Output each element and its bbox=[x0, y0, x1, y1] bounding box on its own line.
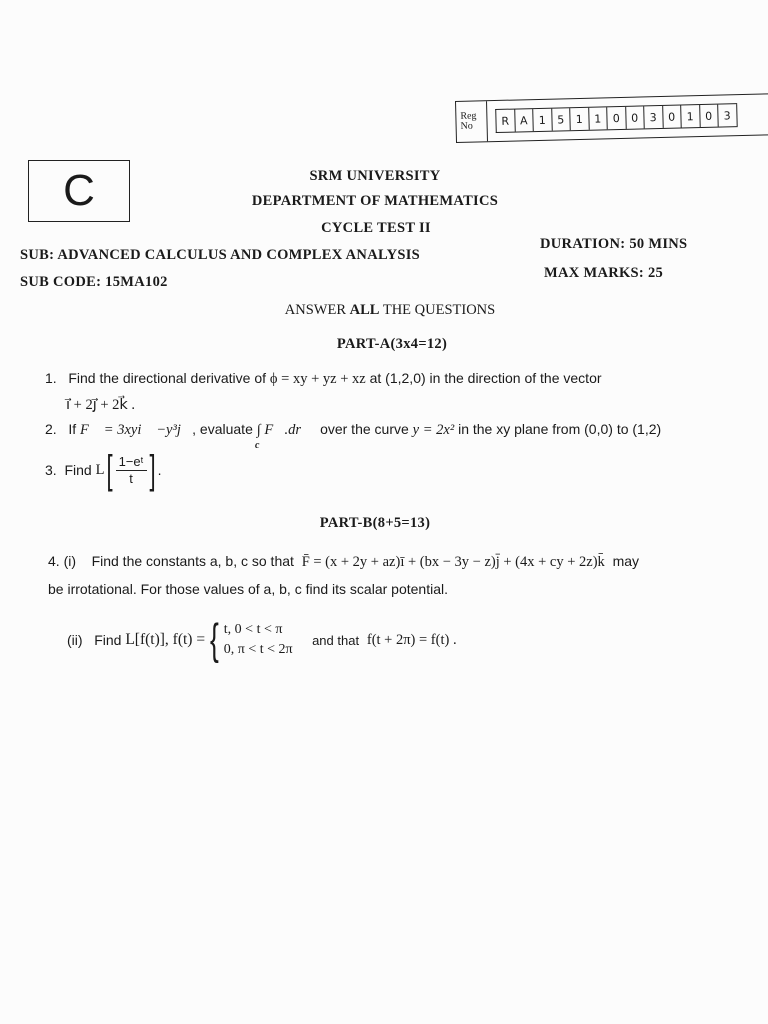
reg-digit: 1 bbox=[533, 109, 552, 131]
question-4-i: 4. (i) Find the constants a, b, c so that F̄ = (x + 2y + az)ī + (bx − 3y − z)j̄ + (4x + cy + 2z)k̄ may bbox=[48, 553, 640, 570]
case-2: 0, π < t < 2π bbox=[223, 642, 293, 657]
vector-field-expression: F̄ = (x + 2y + az)ī + (bx − 3y − z)j̄ + (4x + cy + 2z)k̄ bbox=[301, 554, 605, 570]
part-a-title: PART-A(3x4=12) bbox=[336, 336, 448, 352]
question-number: (ii) bbox=[67, 632, 83, 648]
question-number: 4. (i) bbox=[48, 553, 76, 569]
instruction: ANSWER ALL THE QUESTIONS bbox=[284, 302, 496, 318]
vector-field-expression: F⃗ = 3xyi⃗ −y³j⃗ bbox=[80, 422, 193, 438]
question-number: 1. bbox=[45, 370, 57, 386]
part-b-title: PART-B(8+5=13) bbox=[319, 515, 431, 531]
line-integral: ∫ F⃗.dr⃗ bbox=[256, 422, 313, 438]
reg-digit: R bbox=[496, 110, 515, 132]
right-bracket: ] bbox=[149, 448, 156, 492]
reg-digit: 5 bbox=[552, 108, 571, 130]
university-name: SRM UNIVERSITY bbox=[309, 168, 441, 184]
reg-digit: 1 bbox=[570, 108, 589, 130]
paper-code: C bbox=[63, 166, 95, 215]
case-1: t, 0 < t < π bbox=[223, 622, 283, 637]
question-1: 1. Find the directional derivative of ϕ = xy + yz + xz at (1,2,0) in the direction of the vector bbox=[45, 370, 602, 387]
reg-digit: 3 bbox=[644, 106, 663, 128]
reg-digit: 0 bbox=[626, 106, 645, 128]
reg-digit: 0 bbox=[607, 107, 626, 129]
reg-digit: 0 bbox=[663, 105, 682, 127]
laplace-expression: L[f(t)], f(t) = bbox=[125, 631, 206, 648]
duration-line: DURATION: 50 MINS bbox=[540, 236, 688, 252]
laplace-fraction: $\frac{\text{1−eᵗ}}{t}$ bbox=[116, 454, 147, 487]
question-number: 2. bbox=[45, 421, 57, 437]
question-4-i-line2: be irrotational. For those values of a, b, c find its scalar potential. bbox=[48, 581, 448, 597]
reg-digit: 0 bbox=[700, 105, 719, 127]
left-brace: { bbox=[210, 615, 219, 664]
department-name: DEPARTMENT OF MATHEMATICS bbox=[251, 193, 499, 209]
reg-label: Reg No bbox=[456, 101, 488, 142]
direction-vector: i⃗ + 2j⃗ + 2k⃗ . bbox=[66, 397, 136, 413]
periodicity-condition: f(t + 2π) = f(t) . bbox=[366, 631, 457, 648]
integral-subscript: c bbox=[255, 440, 260, 451]
left-bracket: [ bbox=[106, 448, 114, 492]
reg-digit: 3 bbox=[718, 104, 737, 126]
question-4-ii: (ii) Find L[f(t)], f(t) = { t, 0 < t < π 0, π < t < 2π and that f(t + 2π) = f(t) . bbox=[67, 615, 457, 664]
max-marks-line: MAX MARKS: 25 bbox=[544, 265, 664, 281]
question-2: 2. If F⃗ = 3xyi⃗ −y³j⃗, evaluate ∫ F⃗.dr⃗ over the curve y = 2x² in the xy plane from (0,0) to (1,2) bbox=[45, 421, 662, 438]
reg-digit: 1 bbox=[589, 107, 608, 129]
reg-digit: A bbox=[515, 109, 534, 131]
curve-expression: y = 2x² bbox=[412, 422, 455, 438]
question-number: 3. bbox=[45, 462, 57, 478]
scalar-field-expression: ϕ = xy + yz + xz bbox=[269, 371, 366, 387]
question-3: 3. Find L [ $\frac{\text{1−eᵗ}}{t}$ ] . bbox=[45, 448, 162, 492]
sub-code-line: SUB CODE: 15MA102 bbox=[20, 274, 168, 290]
test-name: CYCLE TEST II bbox=[321, 220, 431, 236]
piecewise-function bbox=[205, 615, 293, 664]
reg-digits bbox=[495, 103, 737, 133]
paper-code-box bbox=[28, 160, 130, 222]
reg-number-box bbox=[455, 93, 768, 143]
subject-line: SUB: ADVANCED CALCULUS AND COMPLEX ANALYSIS bbox=[20, 247, 421, 263]
reg-digit: 1 bbox=[681, 105, 700, 127]
